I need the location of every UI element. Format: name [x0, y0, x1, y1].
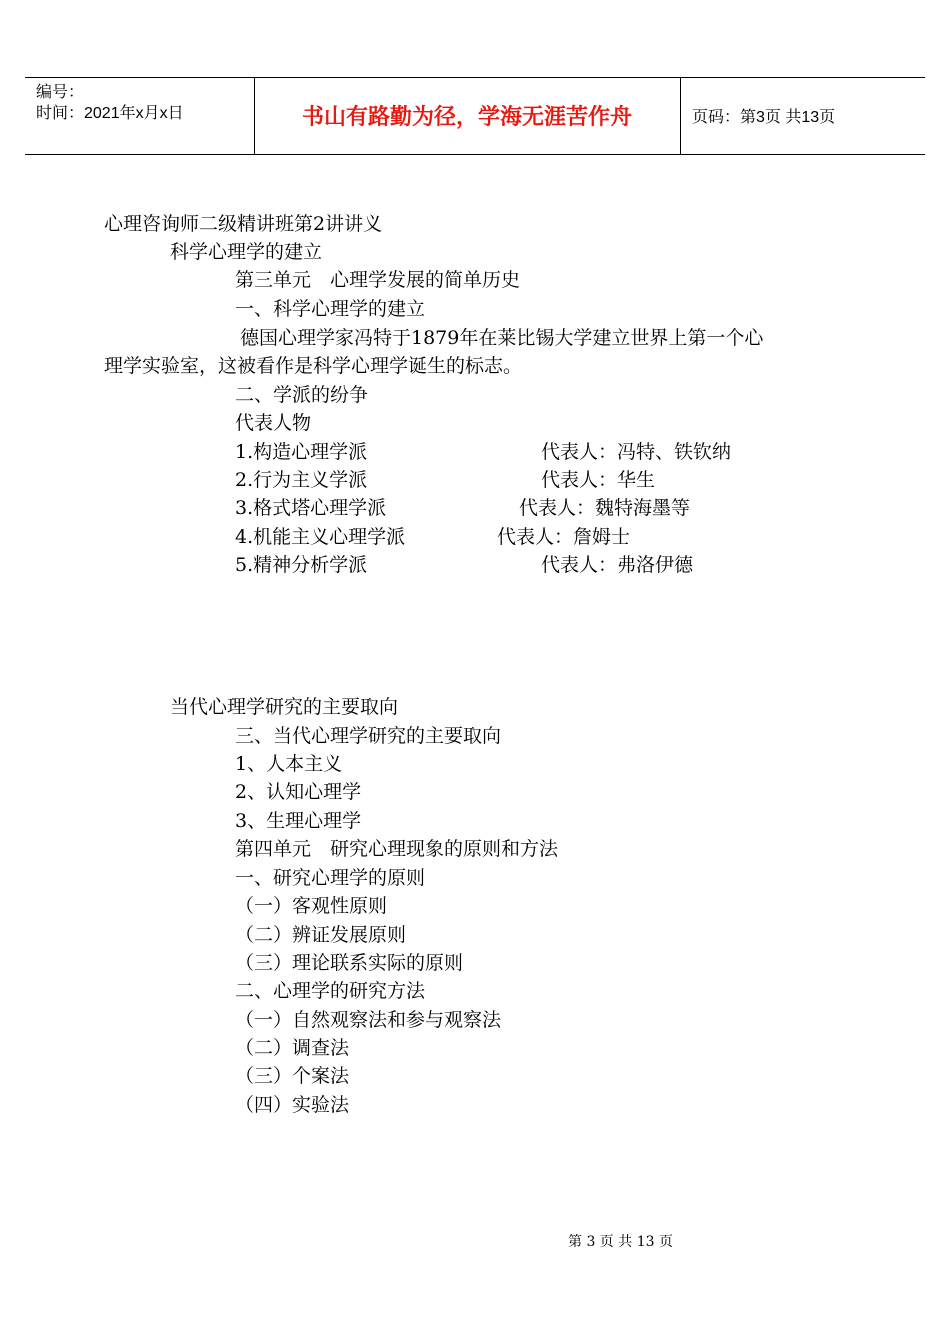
principle-item: （二）辨证发展原则 [235, 924, 407, 946]
school-name: 3.格式塔心理学派 [235, 497, 387, 519]
page-footer: 第 3 页 共 13 页 [568, 1234, 673, 1250]
orientation-item: 1、人本主义 [235, 753, 343, 775]
school-representative: 代表人：华生 [541, 469, 656, 491]
principle-item: （一）客观性原则 [235, 895, 388, 917]
header-top-rule [25, 77, 925, 78]
document-title: 心理咨询师二级精讲班第2讲讲义 [104, 213, 383, 235]
representatives-heading: 代表人物 [235, 412, 312, 434]
school-representative: 代表人：魏特海墨等 [519, 497, 691, 519]
header-page-info: 页码：第3页 共13页 [692, 109, 836, 126]
unit4-item-1: 一、研究心理学的原则 [235, 867, 426, 889]
school-representative: 代表人：弗洛伊德 [541, 554, 694, 576]
unit3-item-3: 三、当代心理学研究的主要取向 [235, 725, 502, 747]
header-bottom-rule [25, 154, 925, 155]
header-divider-right [680, 77, 681, 155]
school-name: 4.机能主义心理学派 [235, 526, 406, 548]
orientation-item: 3、生理心理学 [235, 810, 362, 832]
unit3-title: 第三单元 心理学发展的简单历史 [235, 269, 521, 291]
school-name: 5.精神分析学派 [235, 554, 368, 576]
school-name: 2.行为主义学派 [235, 469, 368, 491]
school-name: 1.构造心理学派 [235, 441, 368, 463]
principle-item: （三）理论联系实际的原则 [235, 952, 464, 974]
page-header [0, 0, 950, 160]
school-representative: 代表人：冯特、铁钦纳 [541, 441, 732, 463]
wundt-paragraph-line-1: 德国心理学家冯特于1879年在莱比锡大学建立世界上第一个心 [240, 327, 764, 349]
school-representative: 代表人：詹姆士 [497, 526, 631, 548]
orientation-item: 2、认知心理学 [235, 781, 362, 803]
wundt-paragraph-line-2: 理学实验室，这被看作是科学心理学诞生的标志。 [104, 355, 523, 377]
unit4-item-2: 二、心理学的研究方法 [235, 980, 426, 1002]
unit4-title: 第四单元 研究心理现象的原则和方法 [235, 838, 559, 860]
method-item: （三）个案法 [235, 1065, 350, 1087]
header-motto: 书山有路勤为径，学海无涯苦作舟 [301, 105, 632, 130]
method-item: （四）实验法 [235, 1094, 350, 1116]
unit3-item-1: 一、科学心理学的建立 [235, 298, 426, 320]
method-item: （一）自然观察法和参与观察法 [235, 1009, 502, 1031]
method-item: （二）调查法 [235, 1037, 350, 1059]
section-heading-scientific-psychology: 科学心理学的建立 [170, 241, 323, 263]
document-time-label: 时间：2021年x月x日 [36, 105, 184, 122]
document-number-label: 编号： [36, 84, 85, 101]
section-heading-contemporary: 当代心理学研究的主要取向 [170, 696, 399, 718]
unit3-item-2: 二、学派的纷争 [235, 384, 369, 406]
